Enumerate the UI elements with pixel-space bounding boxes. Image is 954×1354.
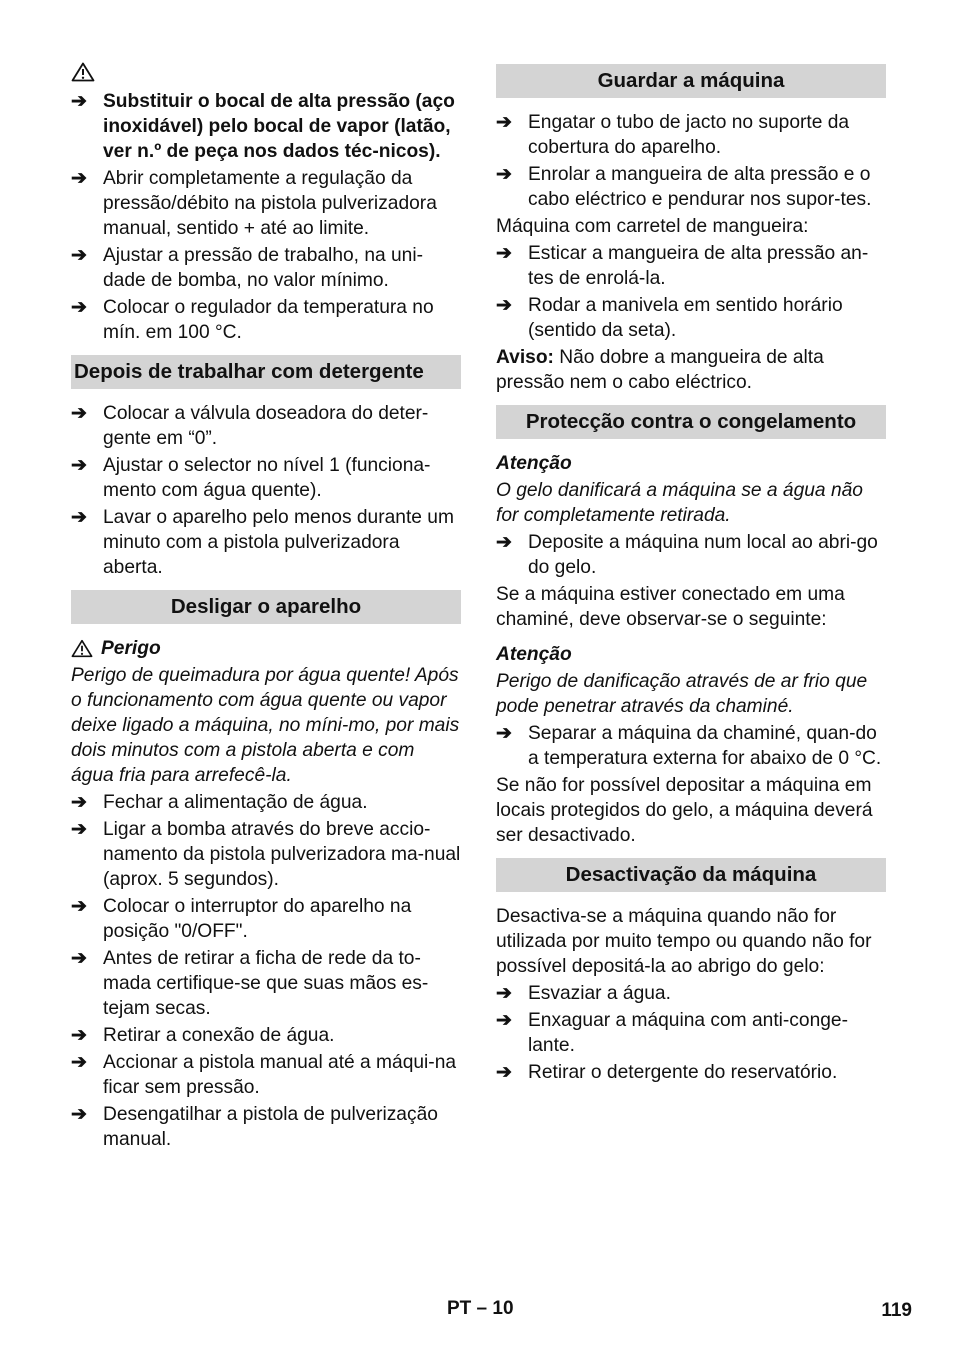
arrow-icon: ➔ [496,295,513,316]
attention-label: Atenção [496,644,572,665]
page-number: 119 [881,1300,912,1321]
section-heading-store: Guardar a máquina [496,64,886,98]
arrow-icon: ➔ [71,455,88,476]
list-item: ➔ Separar a máquina da chaminé, quan-do a temperatura externa for abaixo de 0 °C. [496,723,882,769]
right-column [496,62,886,1087]
arrow-icon: ➔ [496,983,513,1004]
arrow-icon: ➔ [71,896,88,917]
notice-text: Não dobre a mangueira de alta pressão nem o cabo eléctrico. [496,347,824,393]
arrow-icon: ➔ [71,297,88,318]
top-bullet-list [71,89,461,345]
left-column [71,62,461,1154]
attention-text: O gelo danificará a máquina se a água não for completamente retirada. [496,480,863,526]
warning-triangle-icon [71,639,93,658]
list-item: ➔ Deposite a máquina num local ao abri-go do gelo. [496,532,878,578]
list-item: ➔ Ajustar o selector no nível 1 (funciona-mento com água quente). [71,455,431,501]
arrow-icon: ➔ [496,532,513,553]
list-item: ➔ Esticar a mangueira de alta pressão an-tes de enrolá-la. [496,243,869,289]
arrow-icon: ➔ [496,243,513,264]
frost-closing-text: Se não for possível depositar a máquina em locais protegidos do gelo, a máquina deverá ser desactivado. [496,775,873,846]
store-list [496,110,886,212]
section-heading-detergent: Depois de trabalhar com detergente [71,355,461,389]
switch-off-list [71,790,461,1152]
footer-language-page: PT – 10 [447,1298,514,1319]
arrow-icon: ➔ [496,1010,513,1031]
list-item: ➔ Antes de retirar a ficha de rede da to-mada certifique-se que suas mãos es-tejam secas. [71,948,429,1019]
arrow-icon: ➔ [71,819,88,840]
chimney-text: Se a máquina estiver conectado em uma chaminé, deve observar-se o seguinte: [496,584,845,630]
list-item: ➔ Colocar o interruptor do aparelho na posição "0/OFF". [71,896,412,942]
list-item: ➔ Rodar a manivela em sentido horário (sentido da seta). [496,295,843,341]
arrow-icon: ➔ [71,792,88,813]
notice-label: Aviso: [496,347,554,368]
arrow-icon: ➔ [71,948,88,969]
arrow-icon: ➔ [71,1025,88,1046]
attention-text: Perigo de danificação através de ar frio que pode penetrar através da chaminé. [496,671,868,717]
decommission-list [496,981,886,1085]
list-item: ➔ Retirar o detergente do reservatório. [496,1062,838,1083]
danger-notice [71,636,461,661]
section-heading-frost: Protecção contra o congelamento [496,405,886,439]
arrow-icon: ➔ [71,507,88,528]
frost-list-1 [496,530,886,580]
list-item: ➔ Retirar a conexão de água. [71,1025,335,1046]
list-item: ➔ Abrir completamente a regulação da pressão/débito na pistola pulverizadora manual, sentido + até ao limite. [71,168,437,239]
list-item: ➔ Ligar a bomba através do breve accio-namento da pistola pulverizadora ma-nual (aprox. 5 segundos). [71,819,461,890]
reel-list [496,241,886,343]
list-item: ➔ Enxaguar a máquina com anti-conge-lante. [496,1010,848,1056]
list-item: ➔ Esvaziar a água. [496,983,671,1004]
reel-intro: Máquina com carretel de mangueira: [496,216,809,237]
attention-label: Atenção [496,453,572,474]
danger-label: Perigo [101,638,161,659]
arrow-icon: ➔ [71,403,88,424]
list-item: ➔ Accionar a pistola manual até a máqui-na ficar sem pressão. [71,1052,457,1098]
list-item: ➔ Fechar a alimentação de água. [71,792,368,813]
arrow-icon: ➔ [71,245,88,266]
list-item: ➔ Enrolar a mangueira de alta pressão e o cabo eléctrico e pendurar nos supor-tes. [496,164,872,210]
arrow-icon: ➔ [496,1062,513,1083]
section-heading-decommission: Desactivação da máquina [496,858,886,892]
notice-paragraph [496,345,886,395]
section-heading-switch-off: Desligar o aparelho [71,590,461,624]
arrow-icon: ➔ [496,112,513,133]
list-item: ➔ Engatar o tubo de jacto no suporte da cobertura do aparelho. [496,112,850,158]
arrow-icon: ➔ [496,723,513,744]
decommission-intro: Desactiva-se a máquina quando não for utilizada por muito tempo ou quando não for possível depositá-la ao abrigo do gelo: [496,906,872,977]
list-item: ➔ Substituir o bocal de alta pressão (aço inoxidável) pelo bocal de vapor (latão, ver n.º de peça nos dados téc-nicos). [71,91,455,162]
list-item: ➔ Desengatilhar a pistola de pulverização manual. [71,1104,438,1150]
list-item: ➔ Colocar o regulador da temperatura no mín. em 100 °C. [71,297,434,343]
detergent-list [71,401,461,580]
arrow-icon: ➔ [71,91,88,112]
arrow-icon: ➔ [71,168,88,189]
list-item: ➔ Ajustar a pressão de trabalho, na uni-dade de bomba, no valor mínimo. [71,245,423,291]
danger-text: Perigo de queimadura por água quente! Após o funcionamento com água quente ou vapor deixe ligado a máquina, no míni-mo, por mais dois minutos com a pistola aberta e com água fria para arrefecê-la. [71,665,460,786]
arrow-icon: ➔ [71,1052,88,1073]
frost-list-2 [496,721,886,771]
warning-triangle-icon [71,62,95,82]
list-item: ➔ Lavar o aparelho pelo menos durante um minuto com a pistola pulverizadora aberta. [71,507,454,578]
arrow-icon: ➔ [71,1104,88,1125]
arrow-icon: ➔ [496,164,513,185]
list-item: ➔ Colocar a válvula doseadora do deter-gente em “0”. [71,403,429,449]
